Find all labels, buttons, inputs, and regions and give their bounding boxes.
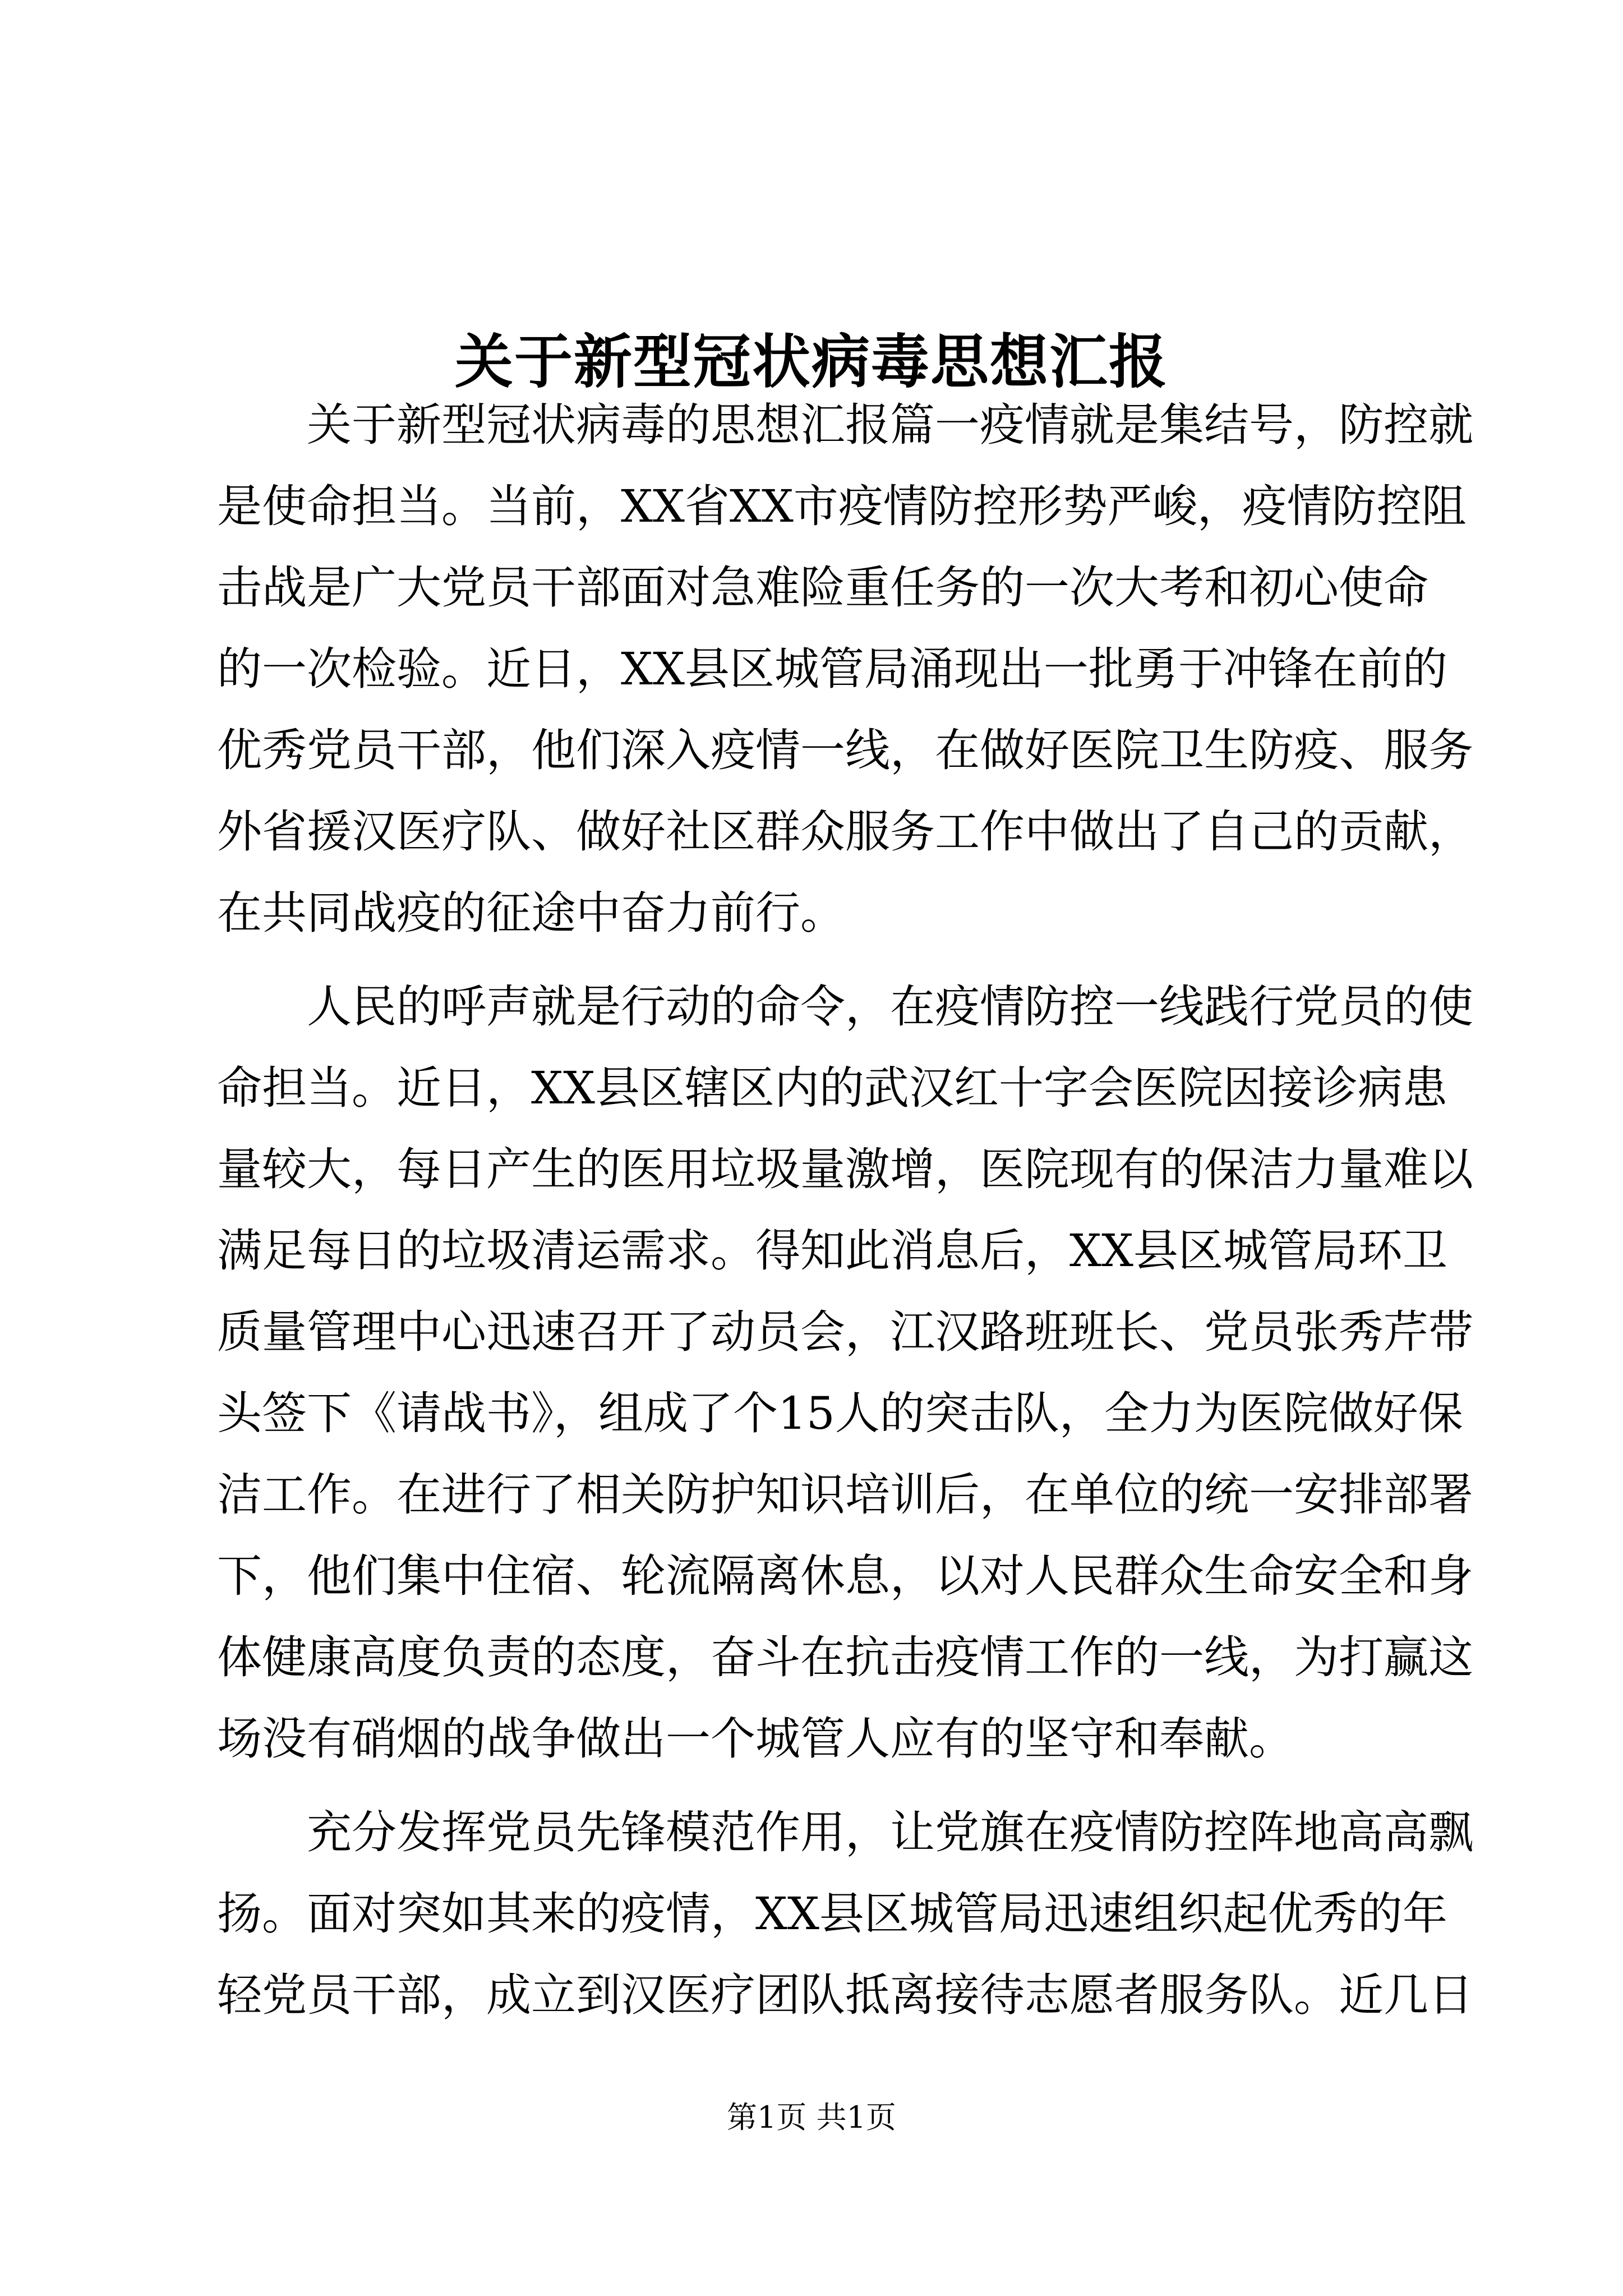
text-line: 命担当。近日，XX县区辖区内的武汉红十字会医院因接诊病患: [217, 1062, 1447, 1114]
text-line: 扬。面对突如其来的疫情，XX县区城管局迅速组织起优秀的年: [217, 1888, 1447, 1940]
text-line: 充分发挥党员先锋模范作用，让党旗在疫情防控阵地高高飘: [307, 1806, 1473, 1858]
page-footer: 第1页 共1页: [727, 2100, 896, 2135]
text-line: 体健康高度负责的态度，奋斗在抗击疫情工作的一线，为打赢这: [217, 1631, 1473, 1683]
text-line: 满足每日的垃圾清运需求。得知此消息后，XX县区城管局环卫: [217, 1225, 1447, 1277]
text-line: 人民的呼声就是行动的命令，在疫情防控一线践行党员的使: [307, 981, 1473, 1033]
document-title: 关于新型冠状病毒思想汇报: [454, 326, 1168, 396]
text-line: 下，他们集中住宿、轮流隔离休息，以对人民群众生命安全和身: [217, 1550, 1473, 1602]
paragraph-2: [217, 966, 1473, 1779]
text-line: 质量管理中心迅速召开了动员会，江汉路班班长、党员张秀芹带: [217, 1306, 1473, 1358]
text-line: 头签下《请战书》，组成了个15人的突击队，全力为医院做好保: [217, 1387, 1463, 1439]
paragraph-3: [217, 1792, 1473, 2036]
document-body: [217, 384, 1473, 2048]
text-line: 轻党员干部，成立到汉医疗团队抵离接待志愿者服务队。近几日: [217, 1969, 1473, 2021]
text-line: 量较大，每日产生的医用垃圾量激增，医院现有的保洁力量难以: [217, 1143, 1473, 1195]
text-line: 洁工作。在进行了相关防护知识培训后，在单位的统一安排部署: [217, 1469, 1473, 1521]
text-line: 优秀党员干部，他们深入疫情一线，在做好医院卫生防疫、服务: [217, 724, 1473, 776]
text-line: 关于新型冠状病毒的思想汇报篇一疫情就是集结号，防控就: [307, 399, 1473, 451]
text-line: 是使命担当。当前，XX省XX市疫情防控形势严峻，疫情防控阻: [217, 480, 1467, 532]
text-line: 在共同战疫的征途中奋力前行。: [217, 887, 845, 939]
paragraph-1: [217, 384, 1473, 954]
text-line: 场没有硝烟的战争做出一个城管人应有的坚守和奉献。: [217, 1713, 1294, 1765]
text-line: 击战是广大党员干部面对急难险重任务的一次大考和初心使命: [217, 562, 1428, 614]
text-line: 的一次检验。近日，XX县区城管局涌现出一批勇于冲锋在前的: [217, 643, 1447, 695]
text-line: 外省援汉医疗队、做好社区群众服务工作中做出了自己的贡献，: [217, 806, 1473, 858]
